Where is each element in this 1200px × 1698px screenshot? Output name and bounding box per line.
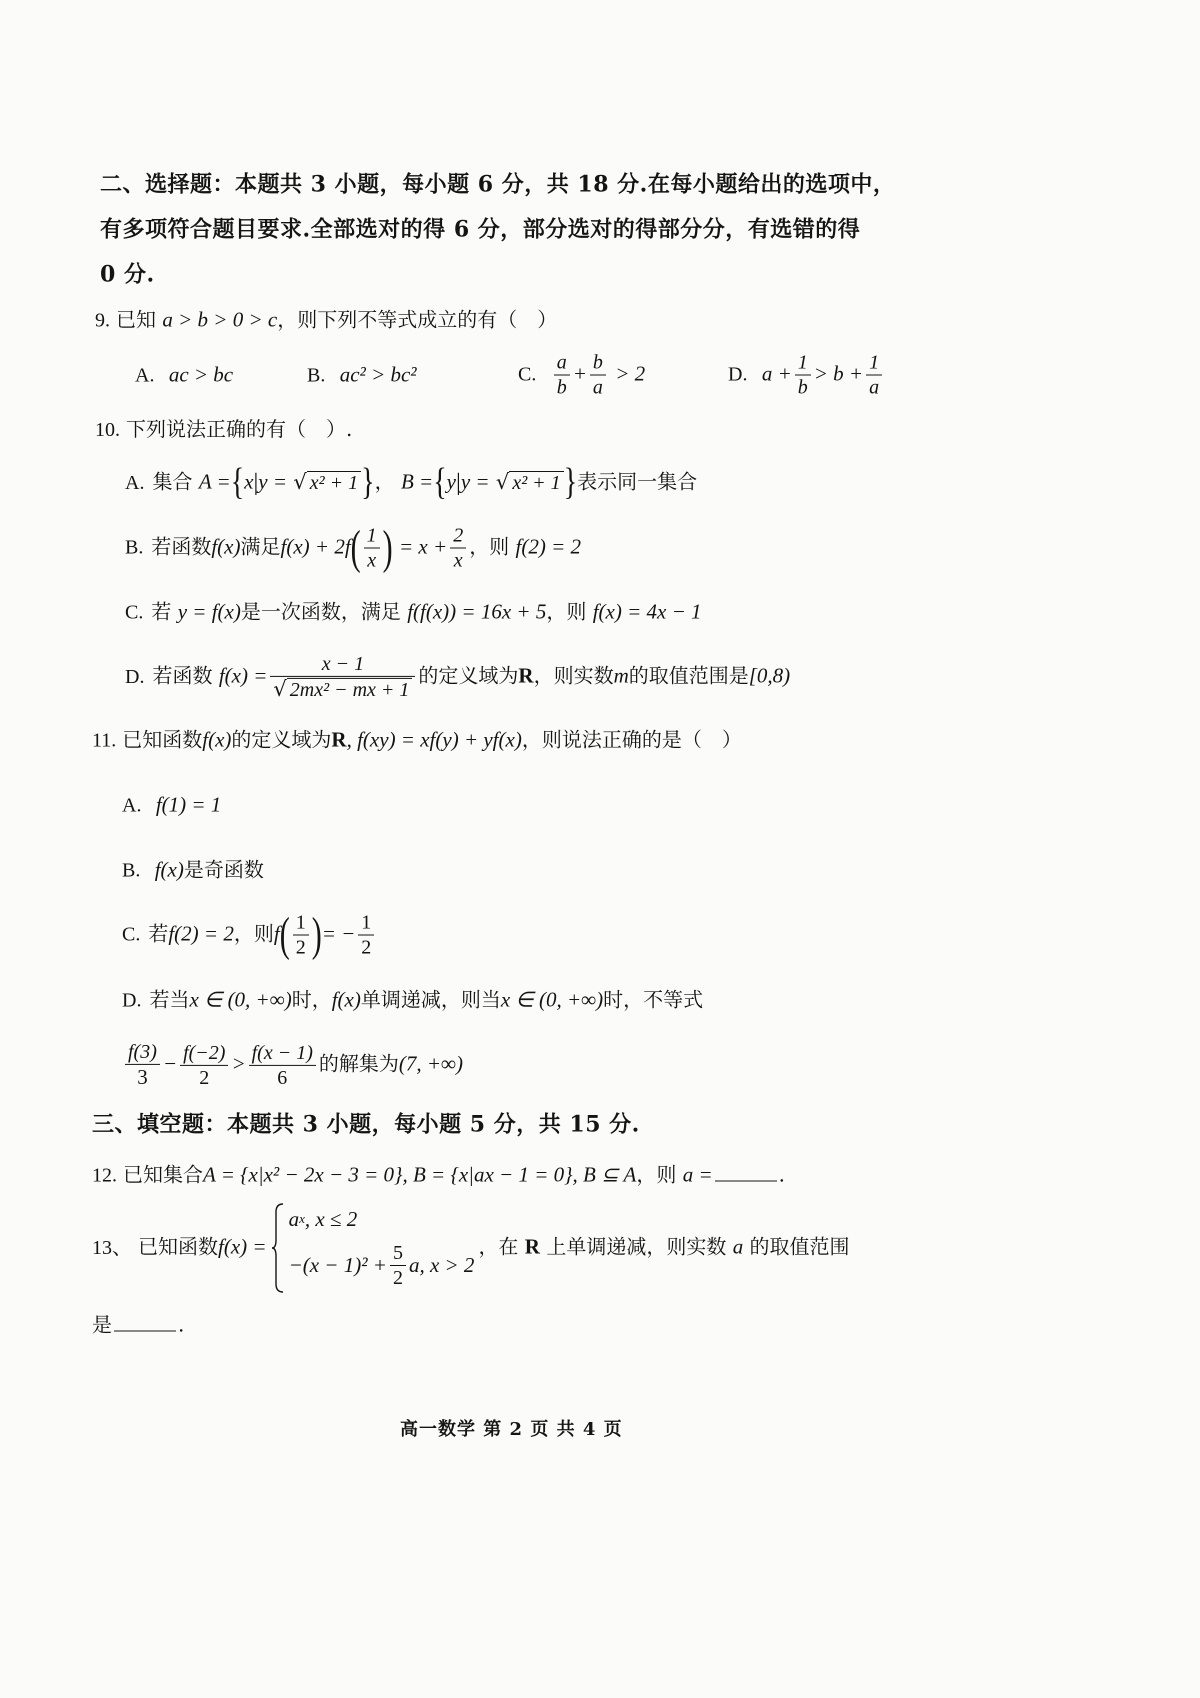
fraction-denominator: x [367, 549, 377, 572]
math-var: x [244, 469, 254, 494]
fraction [450, 524, 466, 573]
math-operator: + [572, 361, 587, 386]
option-label: C. [122, 923, 141, 946]
option-label: B. [122, 859, 141, 882]
fraction [125, 1040, 160, 1090]
stem-text: 已知 [116, 307, 156, 332]
radical-sign: √ [293, 469, 307, 494]
math-var: f [273, 921, 280, 946]
left-brace: { [433, 461, 447, 504]
question-12 [92, 1162, 785, 1189]
fraction-numerator: f(3) [125, 1040, 160, 1065]
piecewise-function [271, 1202, 475, 1294]
option-text: 若函数 [151, 534, 212, 559]
left-brace: { [230, 461, 245, 504]
fraction [249, 1041, 316, 1090]
fraction [180, 1041, 228, 1090]
section3-heading: 三、填空题：本题共 3 小题，每小题 5 分，共 15 分. [92, 1111, 640, 1138]
option-text: 表示同一集合 [577, 469, 698, 494]
case-condition: , x ≤ 2 [304, 1207, 358, 1232]
radical-sign: √ [495, 469, 510, 494]
option-label: C. [518, 363, 537, 386]
math-expr: a + [761, 361, 792, 386]
q11-option-a [122, 792, 221, 819]
fraction [390, 1241, 406, 1290]
power-exponent: x [299, 1211, 305, 1227]
section2-heading-line1: 二、选择题：本题共 3 小题，每小题 6 分，共 18 分.在每小题给出的选项中， [100, 171, 896, 198]
option-text: 集合 [152, 469, 193, 494]
math-expr: x ∈ (0, +∞) [500, 987, 604, 1012]
option-label: D. [728, 363, 748, 386]
option-label: D. [122, 989, 142, 1012]
math-expr: > 2 [615, 361, 646, 386]
q9-option-b [307, 362, 417, 389]
fraction-numerator: 2 [450, 524, 466, 549]
q9-option-c [518, 351, 645, 400]
math-expr: a = [682, 1162, 713, 1187]
fraction-denominator: b [556, 376, 567, 399]
fraction [590, 351, 606, 400]
stem-text: 的定义域为 [231, 727, 332, 752]
option-label: B. [125, 536, 144, 559]
question-13-line2 [92, 1313, 184, 1338]
question-number: 12. [92, 1164, 117, 1187]
fraction-numerator: 1 [293, 911, 309, 936]
fraction-numerator: f(−2) [180, 1041, 228, 1066]
punctuation: . [178, 1312, 185, 1337]
question-number: 9. [95, 309, 110, 332]
math-expr: A = {x|x² − 2x − 3 = 0}, B = {x|ax − 1 = 0}, B ⊆ A [203, 1162, 637, 1187]
option-label: B. [307, 364, 326, 387]
stem-text: 下列说法正确的有（ ）. [126, 417, 353, 441]
math-expr: y = f(x) [177, 599, 241, 624]
option-text: 时，不等式 [603, 987, 704, 1012]
math-expr: f(2) = 2 [168, 921, 234, 946]
option-text: 的取值范围是 [628, 663, 749, 688]
set-bar: | [456, 470, 461, 496]
math-expr: , f(xy) = xf(y) + yf(x) [346, 727, 522, 752]
option-text: 单调递减，则当 [360, 987, 501, 1012]
stem-text: 已知函数 [138, 1234, 218, 1259]
question-number: 13、 [92, 1236, 132, 1259]
fraction [364, 524, 380, 573]
math-expr: [0,8) [748, 663, 791, 688]
fraction [554, 351, 570, 400]
question-number: 11. [92, 729, 117, 752]
fraction-denominator: a [869, 376, 880, 399]
piecewise-brace [271, 1202, 285, 1294]
option-text: 若 [151, 599, 172, 624]
right-paren: ) [311, 907, 322, 961]
left-paren: ( [279, 907, 290, 961]
stem-text: 上单调递减，则实数 [546, 1234, 727, 1259]
math-expr: f(x) [331, 987, 361, 1012]
q10-option-c [125, 599, 702, 626]
option-label: A. [135, 364, 155, 387]
stem-text: 的取值范围 [749, 1234, 850, 1259]
math-operator: − [162, 1051, 178, 1076]
power-base: a [288, 1207, 300, 1232]
question-13 [92, 1202, 850, 1294]
fraction-numerator: 1 [866, 351, 882, 376]
math-expr: f(1) = 1 [155, 792, 222, 817]
question-9-stem [95, 307, 557, 334]
fraction-denominator: 2 [199, 1066, 210, 1089]
math-expr: −(x − 1)² + [288, 1253, 387, 1277]
option-text: 是一次函数，满足 [240, 599, 401, 624]
section2-heading-line2: 有多项符合题目要求.全部选对的得 6 分，部分选对的得部分分，有选错的得 [100, 216, 861, 243]
stem-text: 是 [92, 1312, 112, 1337]
fraction-denominator: 2 [392, 1266, 403, 1289]
math-expr: B = [400, 469, 434, 494]
punctuation: . [778, 1162, 786, 1187]
question-number: 10. [95, 419, 120, 441]
math-var: m [613, 663, 629, 688]
fraction-numerator: b [590, 351, 606, 376]
answer-blank [715, 1163, 777, 1182]
real-numbers-symbol: R [524, 1234, 540, 1259]
math-expr: f(x) = 4x − 1 [592, 599, 702, 624]
page-footer: 高一数学 第 2 页 共 4 页 [400, 1418, 623, 1440]
right-paren: ) [382, 520, 393, 574]
stem-text: ，在 [478, 1234, 519, 1259]
fraction-numerator: 1 [364, 524, 380, 549]
math-expr: f(f(x)) = 16x + 5 [407, 599, 547, 624]
math-expr: f(x) [154, 857, 184, 882]
fraction-denominator: 3 [137, 1064, 148, 1089]
option-label: A. [125, 471, 145, 494]
math-expr: y = [258, 469, 288, 494]
math-expr: = x + [399, 534, 448, 559]
square-root [496, 470, 564, 494]
option-text: 的定义域为 [418, 663, 519, 688]
q10-option-a [125, 461, 698, 504]
answer-blank [114, 1313, 176, 1332]
fraction-denominator: b [797, 376, 808, 399]
math-expr: > b + [813, 361, 864, 386]
fraction [358, 911, 374, 960]
fraction-numerator: 1 [358, 911, 374, 936]
option-text: ，则 [469, 534, 510, 559]
set-bar: | [253, 470, 259, 496]
right-brace: } [563, 461, 578, 504]
stem-text: 已知集合 [123, 1162, 203, 1187]
math-var: a [732, 1234, 744, 1259]
stem-text: 已知函数 [122, 727, 203, 752]
option-text: ，则实数 [533, 663, 614, 688]
piecewise-case-2 [289, 1241, 475, 1290]
fraction-denominator: 2 [295, 936, 306, 959]
math-expr: f(x) [211, 534, 241, 559]
fraction-numerator: f(x − 1) [249, 1041, 316, 1066]
question-10-stem [95, 417, 352, 443]
math-expr: y = [460, 469, 490, 494]
option-text: 时， [291, 987, 332, 1012]
fraction-numerator: 5 [390, 1241, 406, 1266]
q9-option-d [728, 351, 885, 400]
math-expr: A = [198, 469, 231, 494]
piecewise-cases [289, 1206, 475, 1289]
math-expr: ac > bc [168, 362, 234, 387]
fraction-denominator: a [592, 376, 603, 399]
question-11-stem [92, 727, 742, 754]
q10-option-d [125, 652, 790, 702]
q11-option-b [122, 857, 264, 884]
case-condition: a, x > 2 [408, 1253, 475, 1277]
right-brace: } [361, 461, 375, 504]
option-label: A. [122, 794, 142, 817]
math-expr: f(x) = [218, 663, 268, 688]
square-root [293, 470, 361, 494]
option-text: 的解集为 [318, 1051, 399, 1076]
math-expr: f(x) = [218, 1234, 267, 1259]
option-text: ，则 [546, 599, 587, 624]
math-expr: = − [321, 921, 356, 946]
radicand: 2mx² − mx + 1 [287, 678, 413, 701]
left-paren: ( [350, 520, 361, 574]
q11-option-d-line2 [122, 1040, 463, 1090]
math-expr: x ∈ (0, +∞) [189, 987, 292, 1012]
radicand: x² + 1 [509, 471, 563, 494]
math-expr: ac² > bc² [339, 362, 417, 387]
fraction-denominator [270, 677, 415, 702]
stem-text: ，则 [636, 1162, 677, 1187]
fraction [293, 911, 309, 960]
option-text: 若当 [149, 987, 190, 1012]
option-label: C. [125, 601, 144, 624]
fraction-denominator: 2 [361, 936, 372, 959]
math-expr: f(2) = 2 [515, 534, 582, 559]
radical-sign: √ [273, 676, 287, 701]
option-text: 满足 [240, 534, 281, 559]
option-text: 若 [148, 921, 169, 946]
option-label: D. [125, 665, 145, 688]
q10-option-b [125, 520, 582, 574]
math-operator: > [231, 1051, 246, 1076]
q11-option-d-line1 [122, 987, 703, 1014]
real-numbers-symbol: R [331, 727, 347, 752]
fraction-numerator: 1 [795, 351, 811, 376]
radicand: x² + 1 [307, 471, 361, 494]
math-condition: a > b > 0 > c [162, 307, 278, 332]
math-var: y [446, 469, 456, 494]
option-text: 若函数 [152, 663, 213, 688]
math-expr: (7, +∞) [398, 1051, 463, 1076]
fraction-denominator: 6 [277, 1066, 288, 1089]
stem-text: ，则说法正确的是（ ） [521, 727, 742, 752]
q11-option-c [122, 907, 377, 961]
fraction-denominator: x [453, 549, 463, 572]
piecewise-case-1 [289, 1206, 475, 1232]
fraction [866, 351, 882, 400]
option-text: ，则 [233, 921, 274, 946]
fraction [270, 652, 415, 702]
section2-heading-line3: 0 分. [100, 261, 155, 288]
fraction-numerator: x − 1 [270, 652, 415, 677]
stem-text: ，则下列不等式成立的有（ ） [277, 307, 558, 332]
option-text: 是奇函数 [183, 857, 264, 882]
math-expr: f(x) + 2f [280, 534, 351, 559]
real-numbers-symbol: R [518, 663, 534, 688]
fraction [795, 351, 811, 400]
math-expr: f(x) [202, 727, 232, 752]
q9-option-a [135, 362, 233, 389]
fraction-numerator: a [554, 351, 570, 376]
punctuation: ， [374, 469, 395, 494]
